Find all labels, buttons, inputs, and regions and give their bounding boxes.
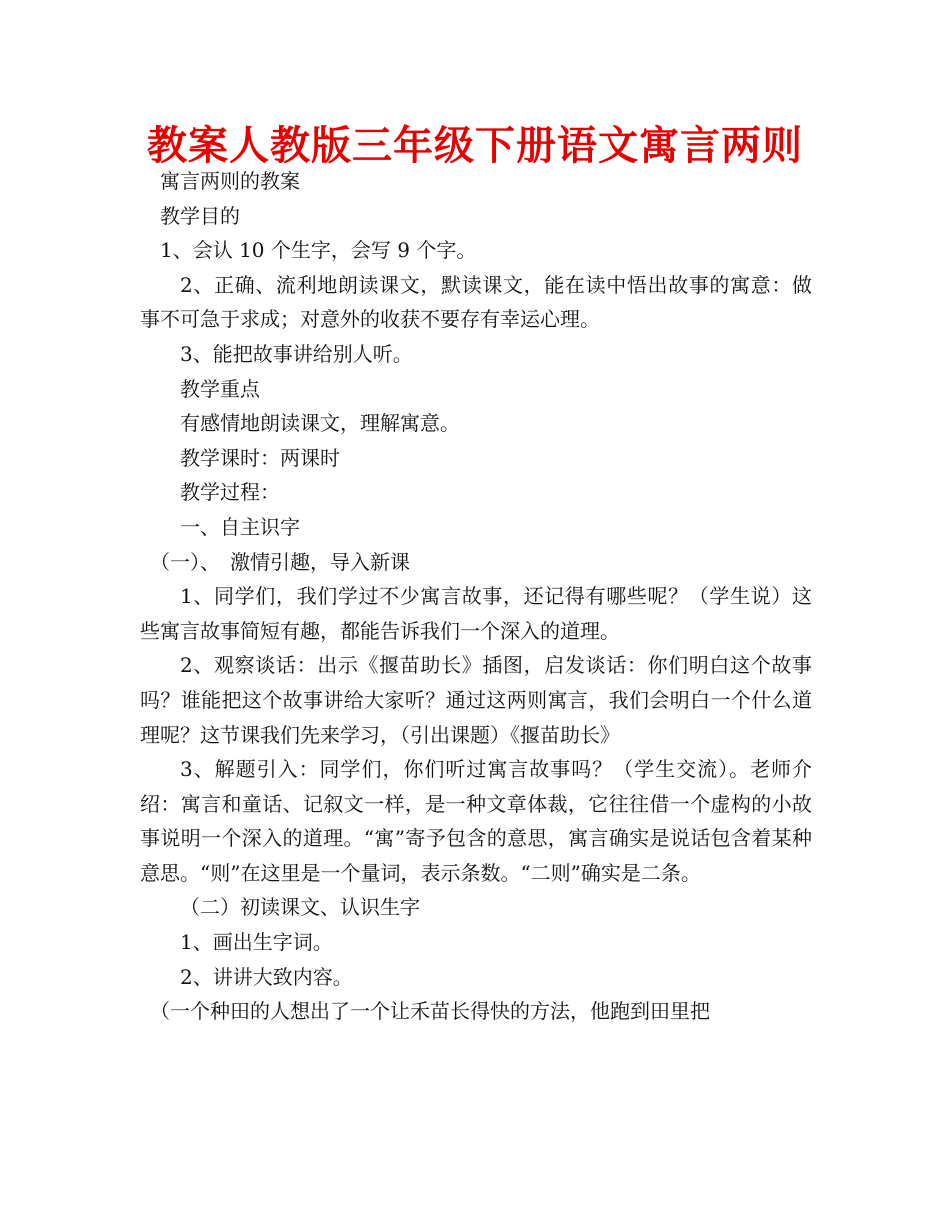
paragraph-subsection-2-heading: （二）初读课文、认识生字 xyxy=(180,895,420,920)
paragraph-teaching-goals-heading: 教学目的 xyxy=(160,203,240,228)
paragraph-lesson-plan-heading: 寓言两则的教案 xyxy=(160,169,300,193)
paragraph-key-points-heading: 教学重点 xyxy=(180,376,260,401)
paragraph-goal-1: 1、会认 10 个生字，会写 9 个字。 xyxy=(160,238,477,263)
paragraph-key-points: 有感情地朗读课文，理解寓意。 xyxy=(180,411,460,436)
paragraph-sub-step-2: 2、讲讲大致内容。 xyxy=(180,964,353,989)
paragraph-goal-2: 2、正确、流利地朗读课文，默读课文，能在读中悟出故事的寓意：做事不可急于求成；对意外的收获不要存有幸运心理。 xyxy=(140,272,812,332)
document-title: 教案人教版三年级下册语文寓言两则 xyxy=(147,123,803,169)
paragraph-step-2: 2、观察谈话：出示《揠苗助长》插图，启发谈话：你们明白这个故事吗？谁能把这个故事讲给大家听？通过这两则寓言，我们会明白一个什么道理呢？这节课我们先来学习，（引出课题）《揠苗助长》 xyxy=(140,653,812,747)
paragraph-sub-step-1: 1、画出生字词。 xyxy=(180,930,333,955)
paragraph-story-summary: （一个种田的人想出了一个让禾苗长得快的方法，他跑到田里把 xyxy=(150,999,710,1024)
paragraph-class-hours: 教学课时：两课时 xyxy=(180,445,340,470)
paragraph-section-1-heading: 一、自主识字 xyxy=(180,514,300,539)
paragraph-goal-3: 3、能把故事讲给别人听。 xyxy=(180,341,413,366)
document-body xyxy=(140,164,812,1029)
paragraph-step-1: 1、同学们，我们学过不少寓言故事，还记得有哪些呢？（学生说）这些寓言故事简短有趣，都能告诉我们一个深入的道理。 xyxy=(140,584,812,643)
paragraph-step-3: 3、解题引入：同学们，你们听过寓言故事吗？（学生交流）。老师介绍：寓言和童话、记叙文一样，是一种文章体裁，它往往借一个虚构的小故事说明一个深入的道理。“寓”寄予包含的意思，寓言确实是说话包含着某种意思。“则”在这里是一个量词，表示条数。“二则”确实是二条。 xyxy=(140,757,812,885)
paragraph-process-heading: 教学过程： xyxy=(180,480,280,505)
paragraph-subsection-1-heading: （一）、 激情引趣，导入新课 xyxy=(150,549,410,574)
